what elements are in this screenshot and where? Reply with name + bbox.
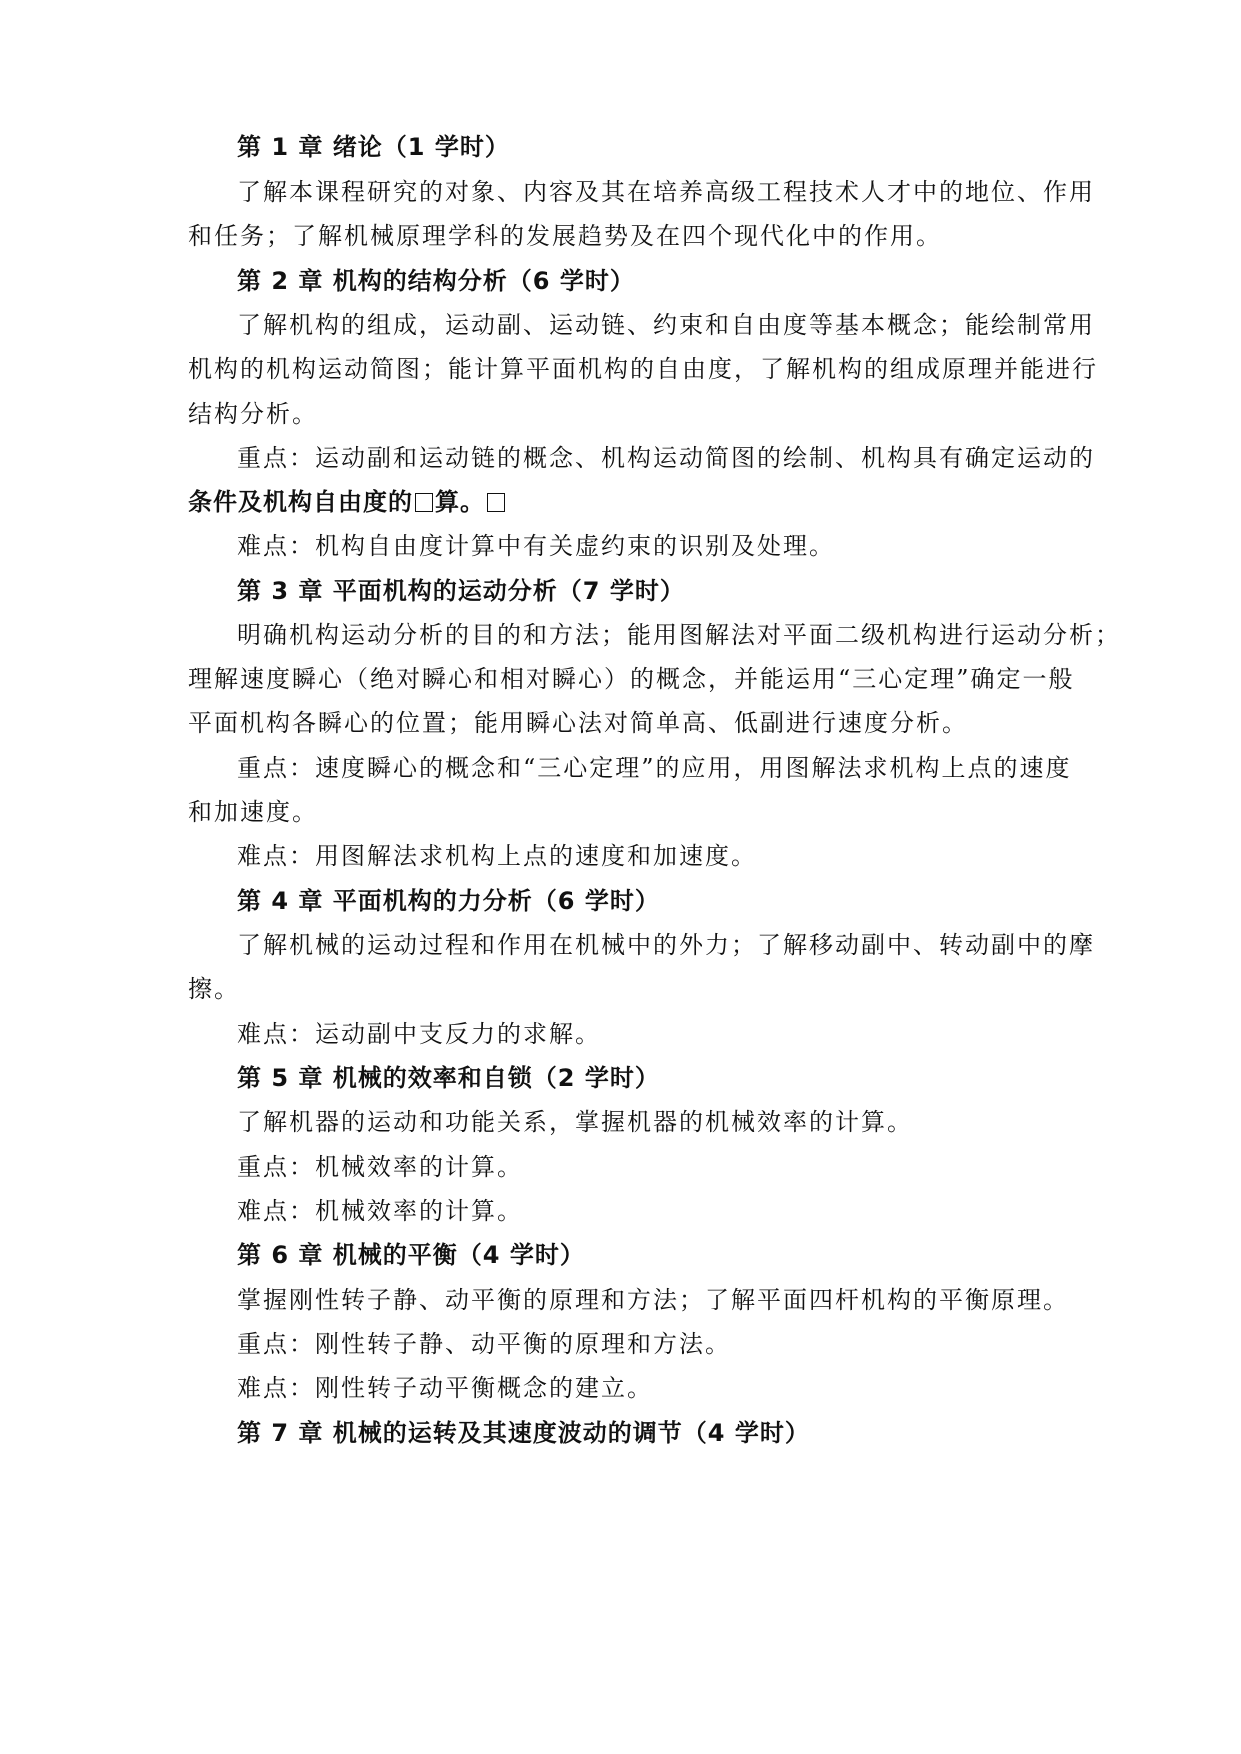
key-points-line: 重点：机械效率的计算。 bbox=[237, 1153, 523, 1181]
chapter-3-heading: 第 3 章 平面机构的运动分析（7 学时） bbox=[237, 577, 685, 605]
chapter-2-heading: 第 2 章 机构的结构分析（6 学时） bbox=[237, 267, 635, 295]
paragraph-line: 掌握刚性转子静、动平衡的原理和方法；了解平面四杆机构的平衡原理。 bbox=[237, 1286, 1069, 1314]
paragraph-line: 了解机械的运动过程和作用在机械中的外力；了解移动副中、转动副中的摩 bbox=[237, 931, 1095, 959]
key-points-line: 重点：刚性转子静、动平衡的原理和方法。 bbox=[237, 1330, 731, 1358]
difficulty-line: 难点：用图解法求机构上点的速度和加速度。 bbox=[237, 842, 757, 870]
chapter-7-heading: 第 7 章 机械的运转及其速度波动的调节（4 学时） bbox=[237, 1419, 810, 1447]
chapter-6-heading: 第 6 章 机械的平衡（4 学时） bbox=[237, 1241, 585, 1269]
difficulty-line: 难点：运动副中支反力的求解。 bbox=[237, 1020, 601, 1048]
difficulty-line: 难点：刚性转子动平衡概念的建立。 bbox=[237, 1374, 653, 1402]
paragraph-line: 理解速度瞬心（绝对瞬心和相对瞬心）的概念，并能运用“三心定理”确定一般 bbox=[188, 665, 1075, 693]
difficulty-line: 难点：机构自由度计算中有关虚约束的识别及处理。 bbox=[237, 532, 835, 560]
key-points-text-a: 条件及机构自由度的 bbox=[188, 488, 413, 516]
key-points-line: 重点：速度瞬心的概念和“三心定理”的应用，用图解法求机构上点的速度 bbox=[237, 754, 1072, 782]
paragraph-line: 了解机器的运动和功能关系，掌握机器的机械效率的计算。 bbox=[237, 1108, 913, 1136]
paragraph-line: 了解本课程研究的对象、内容及其在培养高级工程技术人才中的地位、作用 bbox=[237, 178, 1095, 206]
paragraph-line: 平面机构各瞬心的位置；能用瞬心法对简单高、低副进行速度分析。 bbox=[188, 709, 968, 737]
paragraph-line: 结构分析。 bbox=[188, 400, 318, 428]
paragraph-line: 明确机构运动分析的目的和方法；能用图解法对平面二级机构进行运动分析； bbox=[237, 621, 1121, 649]
missing-glyph-box bbox=[487, 493, 505, 512]
difficulty-line: 难点：机械效率的计算。 bbox=[237, 1197, 523, 1225]
missing-glyph-box bbox=[415, 493, 433, 512]
chapter-4-heading: 第 4 章 平面机构的力分析（6 学时） bbox=[237, 887, 660, 915]
chapter-5-heading: 第 5 章 机械的效率和自锁（2 学时） bbox=[237, 1064, 660, 1092]
paragraph-line: 擦。 bbox=[188, 975, 240, 1003]
key-points-line-continued bbox=[0, 485, 1241, 519]
chapter-1-heading: 第 1 章 绪论（1 学时） bbox=[237, 133, 510, 161]
key-points-line: 重点：运动副和运动链的概念、机构运动简图的绘制、机构具有确定运动的 bbox=[237, 444, 1095, 472]
key-points-line-continued: 和加速度。 bbox=[188, 798, 318, 826]
paragraph-line: 了解机构的组成，运动副、运动链、约束和自由度等基本概念；能绘制常用 bbox=[237, 311, 1095, 339]
paragraph-line: 和任务；了解机械原理学科的发展趋势及在四个现代化中的作用。 bbox=[188, 222, 942, 250]
paragraph-line: 机构的机构运动简图；能计算平面机构的自由度，了解机构的组成原理并能进行 bbox=[188, 355, 1098, 383]
key-points-text-b: 算。 bbox=[435, 488, 485, 516]
